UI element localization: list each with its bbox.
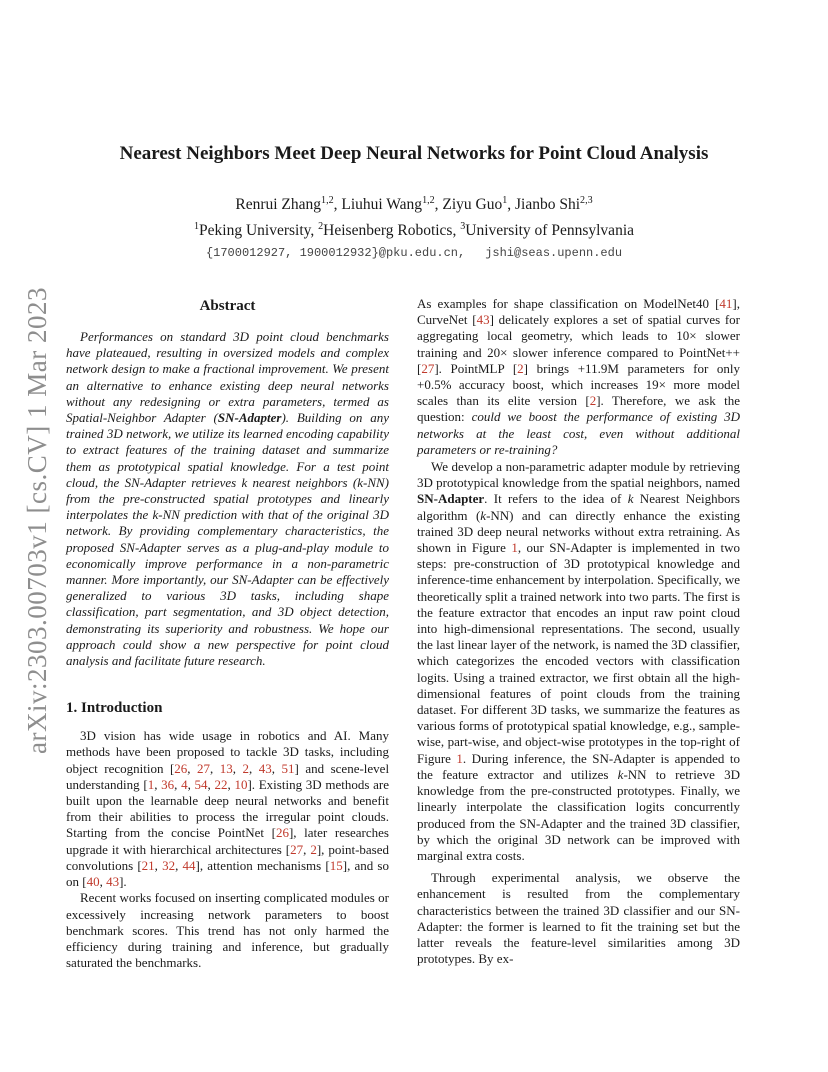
- text-run: ], point-based convolutions [: [66, 841, 390, 873]
- paper-title: Nearest Neighbors Meet Deep Neural Networks for Point Cloud Analysis: [119, 143, 709, 164]
- paragraph: [417, 870, 740, 967]
- text-run: ,: [249, 760, 259, 776]
- paragraph: [417, 459, 740, 864]
- text-run: ,: [232, 760, 243, 776]
- emphasis-text: k: [617, 766, 624, 782]
- arxiv-sidebar-stamp: [21, 286, 52, 754]
- text-run: ], CurveNet [: [417, 296, 740, 328]
- citation-link: 10: [234, 776, 248, 792]
- citation-link: 4: [181, 776, 188, 792]
- bold-term: SN-Adapter: [217, 410, 282, 426]
- text-run: 3D vision has wide usage in robotics and AI. Many methods have been proposed to tackle 3D tasks, including object recognition [: [66, 728, 389, 776]
- text-run: . It refers to the idea of: [484, 491, 628, 507]
- citation-link: 15: [329, 857, 343, 873]
- citation-link: 43: [106, 874, 120, 890]
- citation-link: 41: [719, 296, 733, 311]
- affiliation: $^3$University of Pennsylvania: [460, 220, 635, 239]
- citation-link: 54: [194, 776, 208, 792]
- text-run: ,: [175, 857, 183, 873]
- text-run: ] brings +11.9M parameters for only +0.5% accuracy boost, which increases 19× more model scales than its elite version [: [417, 360, 740, 409]
- text-run: ,: [227, 776, 235, 792]
- affiliation: $^2$Heisenberg Robotics,: [318, 220, 461, 239]
- text-run: . During inference, the SN-Adapter is appended to the feature extractor and utilizes: [417, 750, 740, 782]
- text-run: ,: [154, 776, 162, 792]
- citation-link: 1: [147, 776, 155, 792]
- affiliation: $^1$Peking University,: [193, 220, 319, 239]
- email-pku: {1700012927, 1900012932}@pku.edu.cn,: [205, 246, 466, 260]
- text-run: ], later researches upgrade it with hierarchical architectures [: [66, 825, 389, 857]
- author: Liuhui Wang$^{1,2}$,: [341, 194, 443, 213]
- citation-link: 2: [310, 841, 317, 857]
- citation-link: 1: [456, 750, 463, 766]
- right-column: [417, 296, 740, 967]
- text-run: ,: [271, 760, 282, 776]
- text-run: ], attention mechanisms [: [195, 857, 330, 873]
- citation-link: 43: [258, 760, 272, 776]
- text-run: Nearest Neighbors algorithm (: [417, 491, 740, 523]
- section-heading-introduction: 1. Introduction: [66, 700, 163, 717]
- left-column: [66, 296, 389, 971]
- emphasis-text: k: [627, 491, 634, 507]
- text-run: Recent works focused on inserting complicated modules or excessively increasing network parameters to boost benchmark scores. This trend has not only harmed the efficiency during training and inference, but gradually saturated the benchmarks.: [66, 890, 389, 971]
- author: Jianbo Shi$^{2,3}$: [515, 194, 593, 213]
- citation-link: 13: [219, 760, 233, 776]
- citation-link: 2: [517, 360, 524, 376]
- text-run: ]. Therefore, we ask the question:: [417, 393, 740, 425]
- text-run: ,: [174, 776, 182, 792]
- affiliation-list: [60, 220, 768, 242]
- text-run: ). Building on any trained 3D network, we utilize its learned encoding capability to extract features of the training dataset and summarize them as prototypical spatial knowledge. For a test point cloud, the SN-Adapter retrieves k nearest neighbors (k-NN) from the pre-constructed spatial prototypes and linearly interpolates the k-NN prediction with that of the original 3D network. By providing complementary characteristics, the proposed SN-Adapter serves as a plug-and-play module to economically improve performance in a non-parametric manner. More importantly, our SN-Adapter can be effectively generalized to various 3D tasks, including shape classification, part segmentation, and 3D object detection, demonstrating its superiority and robustness. We hope our approach could show a new perspective for point cloud analysis and facilitate future research.: [66, 410, 389, 669]
- citation-link: 22: [214, 776, 228, 792]
- text-run: ].: [119, 874, 127, 890]
- author: Renrui Zhang$^{1,2}$,: [235, 194, 342, 213]
- citation-link: 2: [242, 760, 250, 776]
- citation-link: 26: [275, 825, 289, 841]
- paragraph: [66, 728, 389, 890]
- citation-link: 2: [589, 393, 597, 409]
- text-run: ,: [207, 776, 215, 792]
- text-run: -NN to retrieve 3D knowledge from the pre-constructed prototypes. Finally, we linearly interpolate the classification logits concurrently produced from the SN-Adapter and the trained 3D classifier, by which the original 3D network can be improved with marginal extra costs.: [417, 766, 740, 863]
- arxiv-id: arXiv:2303.00703v1 [cs.CV] 1 Mar 2023: [21, 286, 52, 754]
- citation-link: 21: [141, 857, 155, 873]
- citation-link: 26: [174, 760, 188, 776]
- paragraph: [66, 890, 389, 971]
- bold-term: SN-Adapter: [417, 491, 485, 507]
- citation-link: 27: [197, 760, 211, 776]
- paragraph: [417, 296, 740, 458]
- citation-link: 27: [290, 841, 304, 857]
- text-run: ,: [154, 857, 163, 873]
- text-run: ]. Existing 3D methods are built upon the learnable deep neural networks and benefit from their abilities to process the irregular point clouds. Starting from the concise PointNet [: [66, 776, 389, 841]
- text-run: Performances on standard 3D point cloud benchmarks have plateaued, resulting in oversized models and complex network design to make a fractional improvement. We present an alternative to enhance existing deep neural networks without any redesigning or extra parameters, termed as Spatial-Neighbor Adapter (: [66, 329, 389, 426]
- citation-link: 32: [162, 857, 176, 873]
- text-run: Through experimental analysis, we observe the enhancement is resulted from the complementary characteristics between the trained 3D classifier and our SN-Adapter: the former is learned to fit the training set but the latter reveals the feature-level similarities among 3D prototypes. By ex-: [417, 870, 740, 967]
- citation-link: 40: [86, 874, 100, 890]
- citation-link: 27: [421, 360, 435, 376]
- citation-link: 43: [476, 312, 490, 328]
- text-run: As examples for shape classification on ModelNet40 [: [417, 296, 720, 311]
- author: Ziyu Guo$^1$,: [442, 194, 516, 213]
- text-run: ,: [210, 760, 220, 776]
- citation-link: 44: [182, 857, 196, 873]
- text-run: ]. PointMLP [: [434, 360, 518, 376]
- author-list: [60, 194, 768, 216]
- text-run: ,: [99, 874, 107, 890]
- email-upenn: jshi@seas.upenn.edu: [485, 246, 623, 260]
- author-emails: [60, 244, 768, 262]
- citation-link: 1: [511, 540, 518, 556]
- citation-link: 36: [161, 776, 175, 792]
- text-run: ], and so on [: [66, 857, 389, 890]
- citation-link: 51: [281, 760, 295, 776]
- text-run: ,: [303, 841, 311, 857]
- text-run: -NN) and can directly enhance the existing trained 3D deep neural networks without extra retraining. As shown in Figure: [417, 507, 740, 556]
- text-run: ,: [187, 776, 195, 792]
- text-run: , our SN-Adapter is implemented in two steps: pre-construction of 3D prototypical knowledge and inference-time enhancement by interpolation. Specifically, we theoretically split a trained network into two parts. The first is the feature extractor that encodes an input raw point cloud into high-dimensional representations. The second, usually the last linear layer of the network, is named the 3D classifier, which categorizes the encoded vectors with classification logits. Using a trained extractor, we first obtain all the high-dimensional features of point clouds from the training dataset. For different 3D tasks, we summarize the features as various forms of prototypical spatial knowledge, e.g., sample-wise, part-wise, and object-wise prototypes in the top-right of Figure: [417, 540, 740, 766]
- text-run: We develop a non-parametric adapter module by retrieving 3D prototypical knowledge from the spatial neighbors, named: [417, 459, 740, 491]
- text-run: ] delicately explores a set of spatial curves for aggregating local geometry, which leads to 10× slower training and 20× slower inference compared to PointNet++ [: [417, 312, 740, 376]
- abstract-heading: Abstract: [199, 298, 256, 314]
- text-run: ] and scene-level understanding [: [66, 760, 390, 792]
- text-run: ,: [187, 760, 198, 776]
- emphasis-text: k: [480, 507, 487, 523]
- emphasis-text: could we boost the performance of existing 3D networks at the least cost, even without additional parameters or re-training?: [417, 409, 740, 457]
- abstract-text: [66, 329, 389, 669]
